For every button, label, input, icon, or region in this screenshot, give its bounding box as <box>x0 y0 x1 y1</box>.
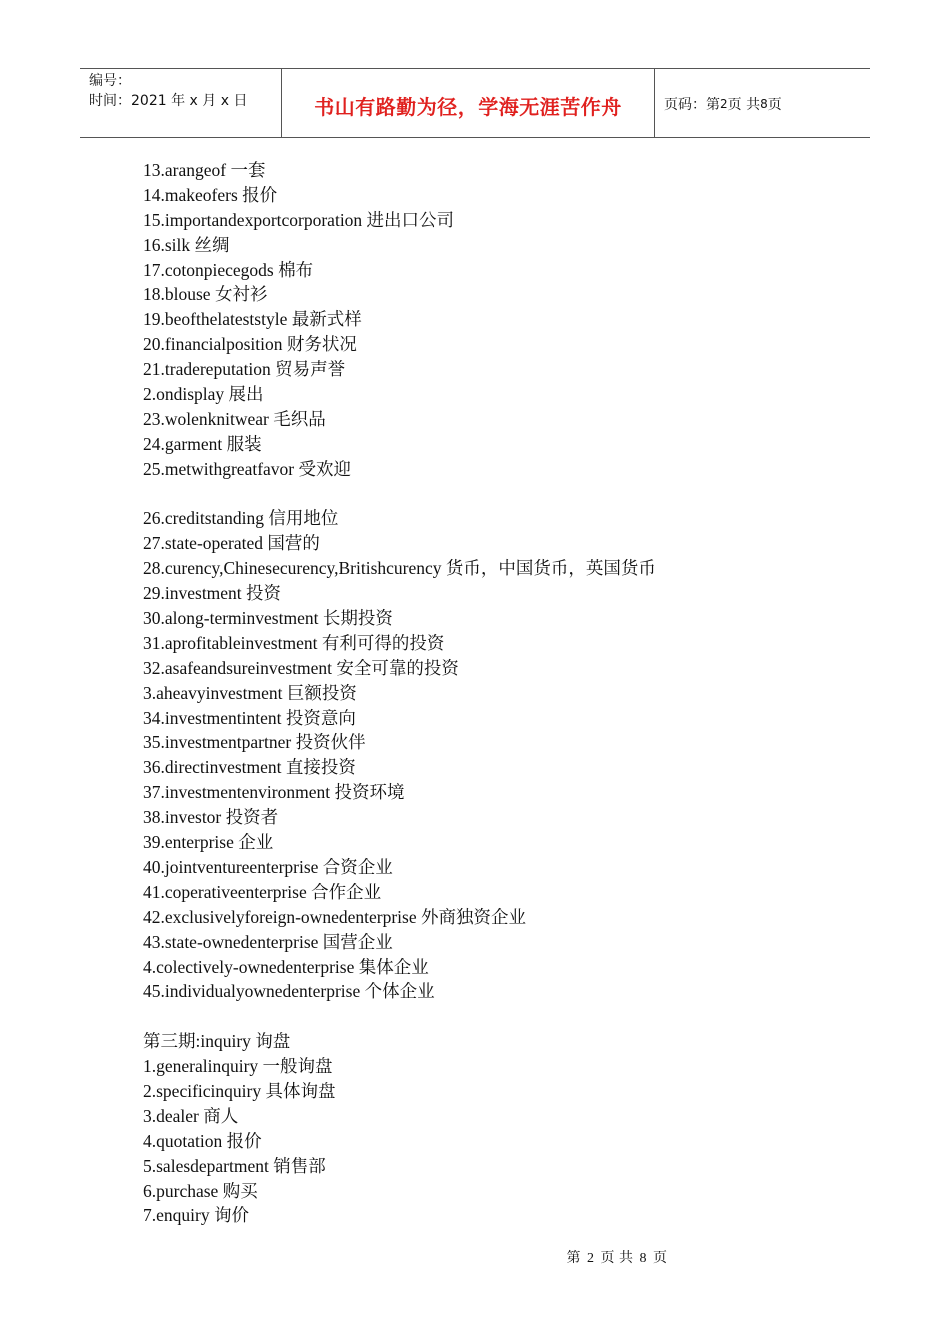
footer-suffix: 页 <box>653 1251 668 1266</box>
page-prefix: 页码：第 <box>664 97 720 113</box>
vocabulary-item: 28.curency,Chinesecurency,Britishcurency 货币，中国货币，英国货币 <box>143 558 656 579</box>
vocabulary-item: 6.purchase 购买 <box>143 1180 258 1201</box>
vocabulary-item: 14.makeofers 报价 <box>143 184 278 205</box>
header-motto: 书山有路勤为径，学海无涯苦作舟 <box>314 94 622 119</box>
vocabulary-item: 25.metwithgreatfavor 受欢迎 <box>143 458 352 479</box>
vocabulary-item: 5.salesdepartment 销售部 <box>143 1155 326 1176</box>
page-footer <box>0 1247 950 1267</box>
vocabulary-item: 19.beofthelateststyle 最新式样 <box>143 309 362 330</box>
vocabulary-item: 2.ondisplay 展出 <box>143 384 264 405</box>
vocabulary-item: 3.aheavyinvestment 巨额投资 <box>143 682 357 703</box>
vocabulary-item: 4.colectively-ownedenterprise 集体企业 <box>143 956 429 977</box>
vocabulary-item: 27.state-operated 国营的 <box>143 533 320 554</box>
vocabulary-item: 21.tradereputation 贸易声誉 <box>143 359 346 380</box>
vocabulary-item: 3.dealer 商人 <box>143 1105 239 1126</box>
footer-page-indicator <box>564 1247 671 1267</box>
vocabulary-item: 41.coperativeenterprise 合作企业 <box>143 881 382 902</box>
footer-mid: 页 共 <box>600 1251 634 1266</box>
vocabulary-item: 36.directinvestment 直接投资 <box>143 757 356 778</box>
vocabulary-item: 29.investment 投资 <box>143 583 282 604</box>
document-date: 时间：2021 年 x 月 x 日 <box>89 93 248 109</box>
vocabulary-item: 38.investor 投资者 <box>143 807 279 828</box>
vocabulary-item: 13.arangeof 一套 <box>143 160 266 180</box>
vocabulary-item: 24.garment 服装 <box>143 433 262 454</box>
page-suffix: 页 <box>767 97 782 113</box>
header-motto-cell <box>282 69 655 137</box>
vocabulary-list <box>143 158 656 1228</box>
footer-total-pages: 8 <box>639 1251 647 1266</box>
vocabulary-item: 2.specificinquiry 具体询盘 <box>143 1080 336 1101</box>
vocabulary-item: 第三期:inquiry 询盘 <box>143 1031 291 1052</box>
vocabulary-item: 34.investmentintent 投资意向 <box>143 707 356 728</box>
header-meta <box>80 69 282 137</box>
vocabulary-item: 20.financialposition 财务状况 <box>143 334 357 355</box>
vocabulary-item: 35.investmentpartner 投资伙伴 <box>143 732 366 753</box>
vocabulary-item: 42.exclusivelyforeign-ownedenterprise 外商独资企业 <box>143 906 526 927</box>
footer-prefix: 第 <box>566 1251 581 1266</box>
page-mid: 页 共 <box>727 97 761 113</box>
vocabulary-item: 15.importandexportcorporation 进出口公司 <box>143 209 455 230</box>
vocabulary-item: 23.wolenknitwear 毛织品 <box>143 408 326 429</box>
footer-page-number: 2 <box>587 1251 595 1266</box>
vocabulary-item: 40.jointventureenterprise 合资企业 <box>143 856 393 877</box>
vocabulary-item: 1.generalinquiry 一般询盘 <box>143 1056 333 1077</box>
blank-line <box>143 482 656 507</box>
vocabulary-item: 45.individualyownedenterprise 个体企业 <box>143 981 435 1002</box>
vocabulary-item: 4.quotation 报价 <box>143 1130 262 1151</box>
vocabulary-item: 30.along-terminvestment 长期投资 <box>143 608 393 629</box>
vocabulary-item: 18.blouse 女衬衫 <box>143 284 268 305</box>
vocabulary-item: 17.cotonpiecegods 棉布 <box>143 259 314 280</box>
current-page-number: 2 <box>720 97 728 111</box>
vocabulary-item: 31.aprofitableinvestment 有利可得的投资 <box>143 632 445 653</box>
vocabulary-item: 26.creditstanding 信用地位 <box>143 508 339 529</box>
vocabulary-item: 32.asafeandsureinvestment 安全可靠的投资 <box>143 657 459 678</box>
vocabulary-item: 37.investmentenvironment 投资环境 <box>143 782 405 803</box>
document-header <box>80 68 870 138</box>
blank-line <box>143 1004 656 1029</box>
total-page-number: 8 <box>760 97 768 111</box>
document-number-label: 编号： <box>89 73 131 89</box>
vocabulary-item: 7.enquiry 询价 <box>143 1205 249 1226</box>
vocabulary-item: 39.enterprise 企业 <box>143 832 274 853</box>
vocabulary-item: 16.silk 丝绸 <box>143 234 230 255</box>
vocabulary-item: 43.state-ownedenterprise 国营企业 <box>143 931 393 952</box>
header-page-indicator <box>655 69 870 137</box>
